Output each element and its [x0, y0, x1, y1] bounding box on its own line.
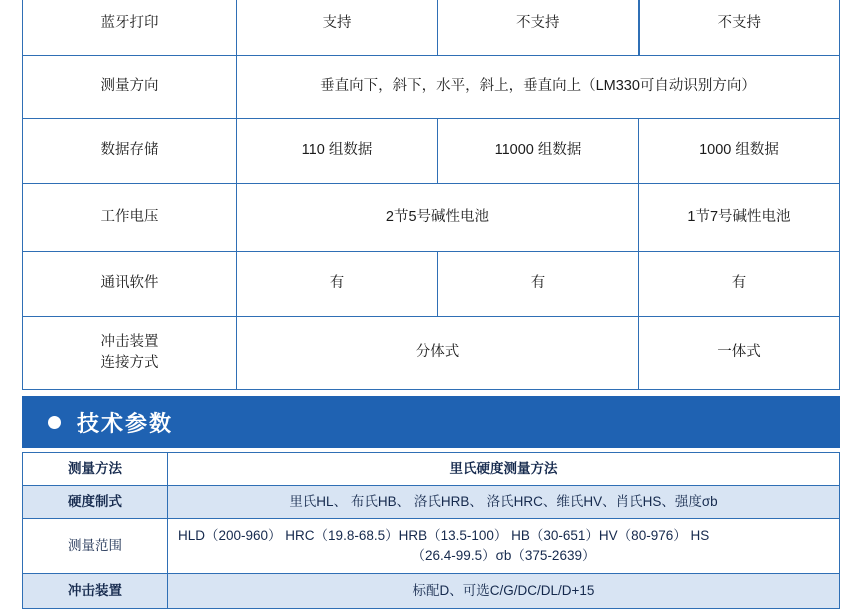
spec-key-hardness-scales: 硬度制式: [23, 486, 168, 519]
table-row: [23, 184, 840, 252]
cell-voltage-model3: 1节7号碱性电池: [639, 184, 840, 252]
table-row: [23, 519, 840, 574]
cell-storage-model1: 110 组数据: [237, 119, 438, 184]
cell-software-model1: 有: [237, 252, 438, 317]
row-label-comm-software: 通讯软件: [23, 252, 237, 317]
table-row: [23, 56, 840, 119]
cell-bluetooth-model2: 不支持: [438, 0, 639, 56]
cell-software-model2: 有: [438, 252, 639, 317]
cell-voltage-model12: 2节5号碱性电池: [237, 184, 639, 252]
table-row: [23, 0, 840, 56]
table-row: [23, 574, 840, 609]
row-label-working-voltage: 工作电压: [23, 184, 237, 252]
row-label-impact-device-connection: [23, 317, 237, 390]
bullet-dot-icon: [48, 416, 61, 429]
table-row: [23, 252, 840, 317]
spec-value-range-line1: HLD（200-960） HRC（19.8-68.5）HRB（13.5-100） HB（30-651）HV（80-976） HS: [178, 527, 710, 543]
cell-connection-model3: 一体式: [639, 317, 840, 390]
technical-parameters-table: [22, 452, 840, 598]
cell-measure-direction-all: 垂直向下，斜下，水平，斜上，垂直向上（LM330可自动识别方向）: [237, 56, 840, 119]
cell-connection-model12: 分体式: [237, 317, 639, 390]
cell-bluetooth-model3: 不支持: [639, 0, 840, 56]
cell-storage-model2: 11000 组数据: [438, 119, 639, 184]
table-row: [23, 486, 840, 519]
row-label-data-storage: 数据存储: [23, 119, 237, 184]
section-header-tech-params: [22, 396, 840, 448]
spec-value-measure-range: [168, 519, 840, 574]
spec-value-measure-method: 里氏硬度测量方法: [168, 453, 840, 486]
table-row: [23, 317, 840, 390]
section-title: 技术参数: [77, 410, 174, 436]
spec-value-impact-device: 标配D、可选C/G/DC/DL/D+15: [168, 574, 840, 609]
row-label-bluetooth-print: 蓝牙打印: [23, 0, 237, 56]
spec-value-hardness-scales: 里氏HL、 布氏HB、 洛氏HRB、 洛氏HRC、维氏HV、肖氏HS、强度σb: [168, 486, 840, 519]
table-row: [23, 453, 840, 486]
table-row: [23, 119, 840, 184]
spec-key-impact-device: 冲击装置: [23, 574, 168, 609]
cell-software-model3: 有: [639, 252, 840, 317]
spec-value-range-line2: （26.4-99.5）σb（375-2639）: [411, 548, 596, 563]
spec-key-measure-method: 测量方法: [23, 453, 168, 486]
row-label-line1: 冲击装置: [100, 333, 159, 350]
row-label-line2: 连接方式: [100, 355, 159, 371]
cell-storage-model3: 1000 组数据: [639, 119, 840, 184]
row-label-measure-direction: 测量方向: [23, 56, 237, 119]
model-comparison-table: [22, 0, 840, 390]
cell-bluetooth-model1: 支持: [237, 0, 438, 56]
spec-key-measure-range: 测量范围: [23, 519, 168, 574]
